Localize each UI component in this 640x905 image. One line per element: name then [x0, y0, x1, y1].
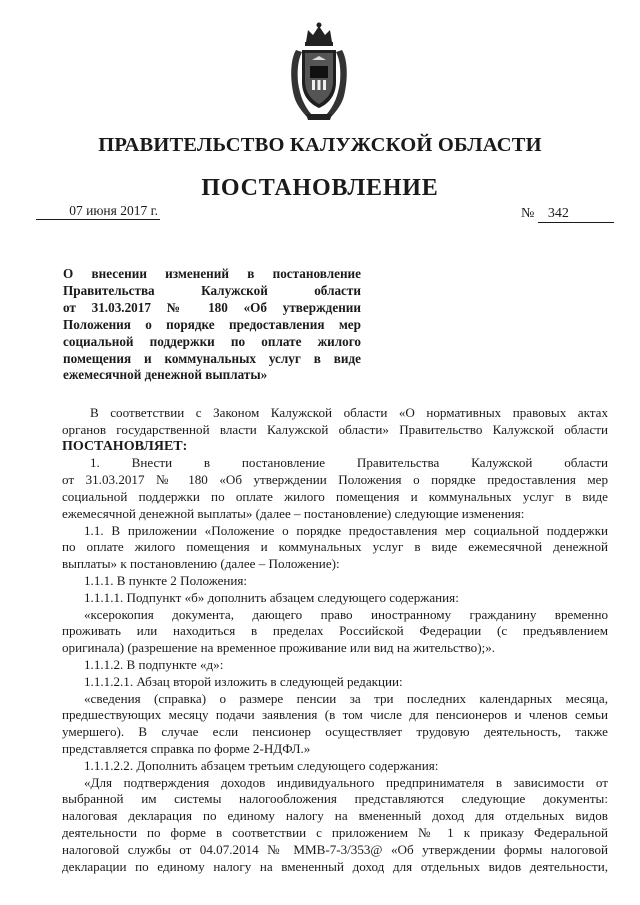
body-line: представляется справка по форме 2-НДФЛ.»: [62, 740, 311, 756]
body-line: В соответствии с Законом Калужской области «О нормативных правовых актах: [90, 405, 608, 420]
body-line: деятельности по форме в соответствии с приложением № 1 к приказу Федеральной: [62, 824, 608, 840]
body-line: от 31.03.2017 № 180 «Об утверждении Положения о порядке предоставления мер: [62, 472, 608, 488]
coat-of-arms-emblem: [288, 20, 350, 124]
body-line: «Для подтверждения доходов индивидуального предпринимателя в зависимости от: [84, 774, 608, 790]
subject-line: Правительства Калужской области: [63, 282, 361, 298]
number-value: 342: [538, 206, 614, 223]
body-line: социальной поддержки по оплате жилого помещения и коммунальных услуг в виде: [62, 488, 608, 504]
subject-line: О внесении изменений в постановление: [63, 266, 361, 281]
subject-line: социальной поддержки по оплате жилого: [63, 333, 361, 349]
decree-subject: [63, 266, 361, 384]
body-line: органов государственной власти Калужской области» Правительство Калужской области: [62, 421, 608, 437]
resolution-keyword: ПОСТАНОВЛЯЕТ:: [62, 438, 188, 454]
body-line: оригинала) (разрешение на временное проживание или вид на жительство);».: [62, 640, 496, 656]
government-title: ПРАВИТЕЛЬСТВО КАЛУЖСКОЙ ОБЛАСТИ: [98, 134, 542, 156]
body-line: 1. Внести в постановление Правительства Калужской области: [90, 455, 608, 471]
subject-line: от 31.03.2017 № 180 «Об утверждении: [63, 299, 361, 315]
body-line: «ксерокопия документа, дающего право иностранному гражданину временно: [84, 606, 608, 622]
body-line: умершего). В случае если пенсионер осуществляет трудовую деятельность, также: [62, 724, 608, 740]
body-line: 1.1.1.2.1. Абзац второй изложить в следующей редакции:: [84, 673, 403, 689]
subject-line: ежемесячной денежной выплаты»: [63, 367, 268, 383]
body-line: налоговая декларация по единому налогу на вмененный доход для отдельных видов: [62, 808, 608, 824]
body-line: по оплате жилого помещения и коммунальных услуг в виде ежемесячной денежной: [62, 539, 608, 555]
body-line: предшествующих месяцу подачи заявления (в том числе для пенсионеров и членов семьи: [62, 707, 608, 723]
body-line: выплаты» к постановлению (далее – Положение):: [62, 556, 340, 572]
document-type-title: ПОСТАНОВЛЕНИЕ: [201, 175, 439, 201]
body-line: 1.1.1.1. Подпункт «б» дополнить абзацем следующего содержания:: [84, 589, 459, 605]
subject-line: помещения и коммунальных услуг в виде: [63, 350, 361, 366]
body-line: проживать или находиться в пределах Российской Федерации (с предъявлением: [62, 623, 608, 639]
body-line: ежемесячной денежной выплаты» (далее – постановление) следующие изменения:: [62, 505, 525, 521]
body-line: «сведения (справка) о размере пенсии за три последних календарных месяца,: [84, 690, 608, 706]
body-line: 1.1.1.2. В подпункте «д»:: [84, 656, 224, 672]
body-line: 1.1.1.2.2. Дополнить абзацем третьим следующего содержания:: [84, 757, 439, 773]
body-line: 1.1.1. В пункте 2 Положения:: [84, 572, 248, 588]
body-line: налоговой службы от 04.07.2014 № ММВ-7-3/353@ «Об утверждении формы налоговой: [62, 841, 608, 857]
decree-body: [62, 405, 608, 875]
decree-number: [521, 206, 614, 223]
body-line: выбранной им системы налогообложения представляются следующие документы:: [62, 791, 608, 807]
subject-line: Положения о порядке предоставления мер: [63, 316, 361, 332]
body-line: 1.1. В приложении «Положение о порядке предоставления мер социальной поддержки: [84, 522, 608, 538]
decree-date: 07 июня 2017 г.: [36, 203, 160, 220]
number-label: №: [521, 206, 535, 221]
body-line: декларации по единому налогу на вмененный доход для отдельных видов деятельности,: [62, 858, 608, 874]
